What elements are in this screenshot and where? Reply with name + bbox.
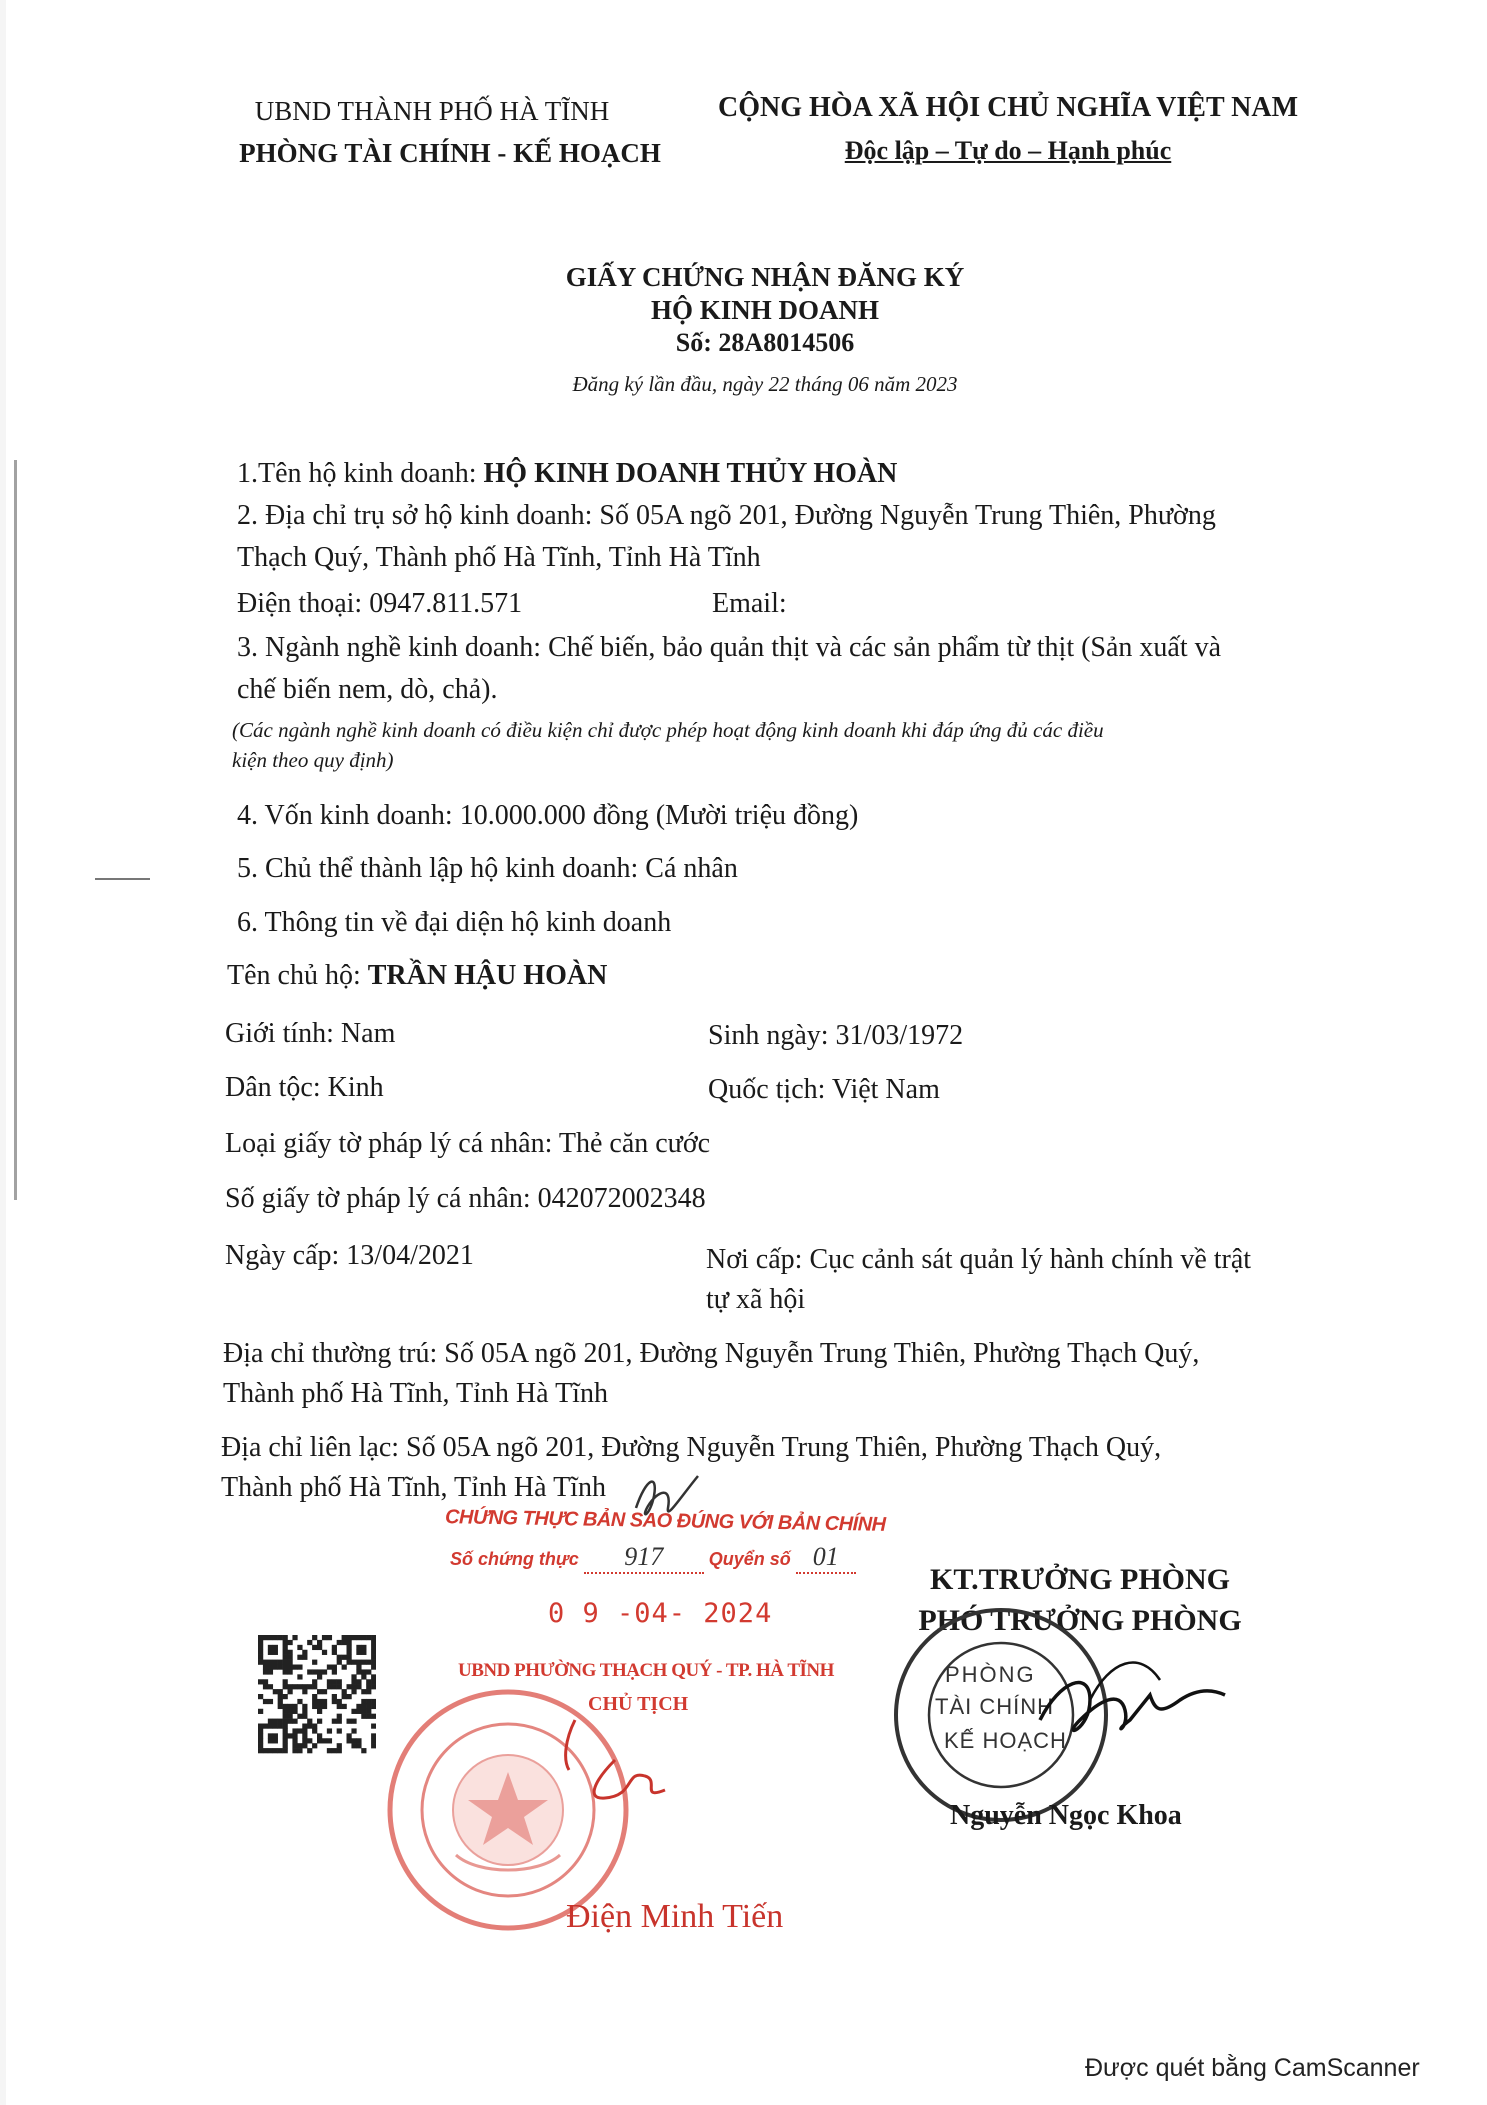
id-number: Số giấy tờ pháp lý cá nhân: 042072002348 <box>225 1183 706 1214</box>
business-name-row <box>237 458 897 490</box>
certification-title: CHỨNG THỰC BẢN SAO ĐÚNG VỚI BẢN CHÍNH <box>444 1506 886 1536</box>
capital: 4. Vốn kinh doanh: 10.000.000 đồng (Mười triệu đồng) <box>237 800 859 831</box>
header-right-line2 <box>708 136 1308 166</box>
qr-code <box>258 1635 376 1755</box>
signature-title-line2: PHÓ TRƯỞNG PHÒNG <box>918 1604 1242 1637</box>
email: Email: <box>712 588 787 619</box>
camscanner-watermark: Được quét bằng CamScanner <box>1085 2054 1420 2082</box>
motto: Độc lập – Tự do – Hạnh phúc <box>844 136 1172 165</box>
note-line2: kiện theo quy định) <box>232 748 394 772</box>
industry-line2: chế biến nem, dò, chả). <box>237 674 498 705</box>
owner-name: TRẦN HẬU HOÀN <box>367 960 608 991</box>
permanent-address-line2: Thành phố Hà Tĩnh, Tỉnh Hà Tĩnh <box>223 1378 608 1409</box>
certification-number-label: Số chứng thực <box>450 1549 579 1569</box>
chairman-signature <box>545 1700 685 1820</box>
certification-date: 0 9 -04- 2024 <box>548 1598 773 1629</box>
chairman-name: Điện Minh Tiến <box>566 1898 784 1935</box>
founder: 5. Chủ thể thành lập hộ kinh doanh: Cá nhân <box>237 853 738 884</box>
office-stamp-line2: TÀI CHÍNH <box>935 1694 1054 1719</box>
permanent-address-line1: Địa chỉ thường trú: Số 05A ngõ 201, Đường Nguyễn Trung Thiên, Phường Thạch Quý, <box>223 1338 1200 1369</box>
owner-label: Tên chủ hộ: <box>227 960 361 991</box>
doc-number: Số: 28A8014506 <box>675 328 855 357</box>
note-line1: (Các ngành nghề kinh doanh có điều kiện chỉ được phép hoạt động kinh doanh khi đáp ứng đủ các điều <box>232 718 1104 742</box>
address-line2: Thạch Quý, Thành phố Hà Tĩnh, Tỉnh Hà Tĩnh <box>237 542 761 573</box>
signature-title-line1: KT.TRƯỞNG PHÒNG <box>930 1563 1230 1596</box>
registration-date: Đăng ký lần đầu, ngày 22 tháng 06 năm 2023 <box>572 372 958 396</box>
certification-book-value: 01 <box>796 1542 856 1574</box>
issue-place-line1: Nơi cấp: Cục cảnh sát quản lý hành chính về trật <box>706 1244 1252 1275</box>
industry-line1: 3. Ngành nghề kinh doanh: Chế biến, bảo quản thịt và các sản phẩm từ thịt (Sản xuất và <box>237 632 1222 663</box>
issue-place-line2: tự xã hội <box>706 1284 806 1315</box>
doc-title-line2: HỘ KINH DOANH <box>650 295 879 325</box>
rep-info: 6. Thông tin về đại diện hộ kinh doanh <box>237 907 672 938</box>
business-name: HỘ KINH DOANH THỦY HOÀN <box>483 458 898 489</box>
business-name-label: 1.Tên hộ kinh doanh: <box>237 458 477 489</box>
office-stamp-line3: KẾ HOẠCH <box>944 1728 1067 1753</box>
office-stamp-line1: PHÒNG <box>945 1662 1036 1687</box>
ethnicity: Dân tộc: Kinh <box>225 1072 384 1103</box>
owner-row <box>227 960 607 992</box>
gender: Giới tính: Nam <box>225 1018 396 1049</box>
header-left-line1: UBND THÀNH PHỐ HÀ TĨNH <box>254 96 610 126</box>
certification-role: CHỦ TỊCH <box>588 1693 689 1715</box>
doc-title-line1: GIẤY CHỨNG NHẬN ĐĂNG KÝ <box>565 262 965 292</box>
deputy-name: Nguyễn Ngọc Khoa <box>950 1800 1182 1831</box>
certification-number-row <box>450 1542 856 1574</box>
certification-authority: UBND PHƯỜNG THẠCH QUÝ - TP. HÀ TĨNH <box>458 1660 834 1681</box>
dob: Sinh ngày: 31/03/1972 <box>708 1020 964 1051</box>
scan-artifact-line <box>14 460 17 1200</box>
contact-address-line1: Địa chỉ liên lạc: Số 05A ngõ 201, Đường Nguyễn Trung Thiên, Phường Thạch Quý, <box>221 1432 1162 1463</box>
certification-number-value: 917 <box>584 1542 704 1574</box>
scan-artifact-dash <box>95 878 150 880</box>
contact-address-line2: Thành phố Hà Tĩnh, Tỉnh Hà Tĩnh <box>221 1472 606 1503</box>
nationality: Quốc tịch: Việt Nam <box>708 1074 940 1105</box>
header-left-line2: PHÒNG TÀI CHÍNH - KẾ HOẠCH <box>239 138 661 168</box>
id-type: Loại giấy tờ pháp lý cá nhân: Thẻ căn cước <box>225 1128 711 1159</box>
phone: Điện thoại: 0947.811.571 <box>237 588 523 619</box>
address-line1: 2. Địa chỉ trụ sở hộ kinh doanh: Số 05A ngõ 201, Đường Nguyễn Trung Thiên, Phường <box>237 500 1216 531</box>
certification-book-label: Quyển số <box>708 1549 791 1569</box>
deputy-signature <box>1030 1640 1230 1780</box>
issue-date: Ngày cấp: 13/04/2021 <box>225 1240 474 1271</box>
header-right-line1: CỘNG HÒA XÃ HỘI CHỦ NGHĨA VIỆT NAM <box>717 92 1299 123</box>
scan-edge <box>0 0 6 2105</box>
